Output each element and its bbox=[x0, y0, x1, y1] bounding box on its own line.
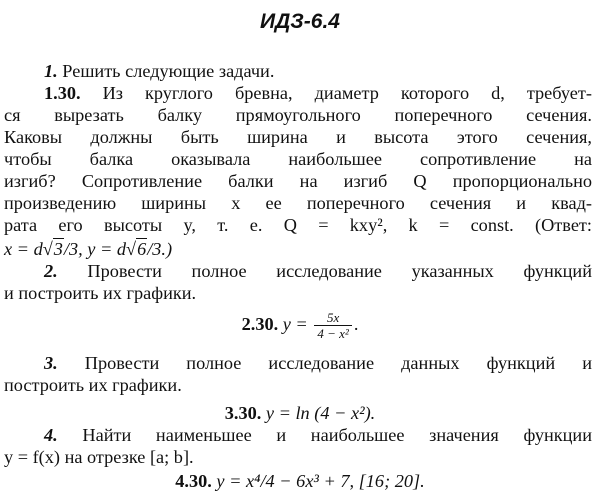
task3-line-2: построить их графики. bbox=[4, 375, 182, 395]
task2-numerator: 5x bbox=[314, 310, 351, 326]
task1-title: Решить следующие задачи. bbox=[62, 61, 275, 81]
task4-line-1 bbox=[44, 424, 592, 446]
task1-line-5: изгиб? Сопротивление балки на изгиб Q пропорционально bbox=[4, 171, 592, 191]
task2-formula bbox=[0, 308, 600, 341]
task2-line-1 bbox=[44, 260, 592, 282]
task1-line-2: ся вырезать балку прямоугольного поперечного сечения. bbox=[4, 105, 592, 125]
task3-text-1: Провести полное исследование данных функций и bbox=[84, 353, 592, 373]
task1-line-4: чтобы балка оказывала наибольшее сопротивление на bbox=[4, 149, 592, 169]
document-heading: ИДЗ-6.4 bbox=[260, 10, 340, 33]
task2-fraction bbox=[314, 310, 351, 341]
answer-x-part: x = d bbox=[4, 239, 43, 259]
task1-line-1 bbox=[44, 82, 592, 104]
task2-text-1: Провести полное исследование указанных функций bbox=[87, 261, 592, 281]
task1-text-1: Из круглого бревна, диаметр которого d, требует- bbox=[102, 83, 592, 103]
task4-text-1: Найти наименьшее и наибольшее значения функции bbox=[82, 425, 592, 445]
answer-sqrt-6: 6 bbox=[137, 239, 147, 259]
task3-lead: 3. bbox=[44, 353, 58, 373]
task4-line-2: y = f(x) на отрезке [a; b]. bbox=[4, 447, 194, 467]
task1-header bbox=[44, 60, 592, 82]
task2-line-2: и построить их графики. bbox=[4, 283, 197, 303]
task2-tail: . bbox=[353, 314, 359, 334]
task3-formula: y = ln (4 − x²). bbox=[265, 403, 376, 423]
task4-formula: y = x⁴/4 − 6x³ + 7, [16; 20]. bbox=[216, 471, 425, 491]
task1-line-3: Каковы должны быть ширина и высота этого сечения, bbox=[4, 127, 592, 147]
answer-div-b: /3.) bbox=[147, 239, 173, 259]
task4-lead: 4. bbox=[44, 425, 58, 445]
answer-sqrt-3: 3 bbox=[53, 239, 63, 259]
task3-line-1 bbox=[44, 352, 592, 374]
task3-formula-line bbox=[0, 402, 600, 424]
task1-number: 1.30. bbox=[44, 83, 81, 103]
task1-answer: x = d√3/3, y = d√6/3.) bbox=[4, 239, 173, 259]
task2-number: 2.30. bbox=[241, 314, 279, 334]
task1-line-6: произведению ширины x ее поперечного сечения и квад- bbox=[4, 193, 592, 213]
task3-number: 3.30. bbox=[224, 403, 262, 423]
task1-line-7: рата его высоты y, т. е. Q = kxy², k = const. (Ответ: bbox=[4, 215, 592, 235]
task2-lead: 2. bbox=[44, 261, 58, 281]
task4-formula-line bbox=[0, 470, 600, 492]
task2-formula-lhs: y = bbox=[282, 314, 308, 334]
task2-denominator: 4 − x² bbox=[317, 326, 349, 342]
task1-lead: 1. bbox=[44, 61, 58, 81]
answer-div-a: /3, y = d bbox=[63, 239, 127, 259]
task4-number: 4.30. bbox=[175, 471, 212, 491]
